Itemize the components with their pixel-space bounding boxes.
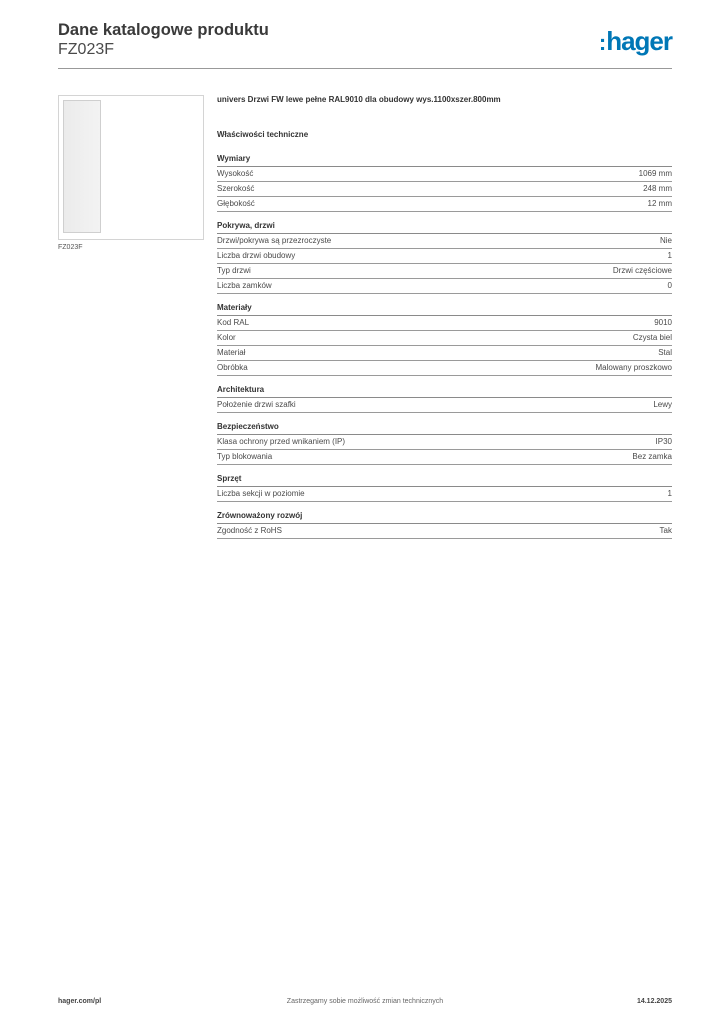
page-title: Dane katalogowe produktu xyxy=(58,21,269,39)
property-label: Liczba drzwi obudowy xyxy=(217,251,296,260)
property-value: 9010 xyxy=(654,318,672,327)
logo-mark-icon: : xyxy=(598,30,606,55)
group-title: Architektura xyxy=(217,385,672,398)
property-label: Liczba zamków xyxy=(217,281,272,290)
property-value: IP30 xyxy=(655,437,672,446)
property-value: 248 mm xyxy=(643,184,672,193)
property-value: Drzwi częściowe xyxy=(612,266,672,275)
property-group xyxy=(217,511,672,539)
group-title: Pokrywa, drzwi xyxy=(217,221,672,234)
footer-date: 14.12.2025 xyxy=(636,998,672,1005)
property-group xyxy=(217,303,672,376)
property-row xyxy=(217,249,672,264)
hager-logo: :hager xyxy=(598,26,672,56)
property-groups xyxy=(217,154,672,539)
property-label: Liczba sekcji w poziomie xyxy=(217,489,305,498)
property-label: Kolor xyxy=(217,333,236,342)
property-label: Typ drzwi xyxy=(217,266,251,275)
property-label: Zgodność z RoHS xyxy=(217,526,282,535)
footer-website: hager.com/pl xyxy=(58,998,102,1005)
property-row xyxy=(217,331,672,346)
property-row xyxy=(217,167,672,182)
property-group xyxy=(217,385,672,413)
property-row xyxy=(217,361,672,376)
property-row xyxy=(217,487,672,502)
property-label: Kod RAL xyxy=(217,318,250,327)
product-description: univers Drzwi FW lewe pełne RAL9010 dla obudowy wys.1100xszer.800mm xyxy=(217,95,501,104)
property-value: 1069 mm xyxy=(638,169,672,178)
property-label: Wysokość xyxy=(217,169,254,178)
property-row xyxy=(217,346,672,361)
property-row xyxy=(217,435,672,450)
property-row xyxy=(217,197,672,212)
property-row xyxy=(217,524,672,539)
property-value: Lewy xyxy=(653,400,672,409)
property-value: Tak xyxy=(659,526,672,535)
property-row xyxy=(217,264,672,279)
property-row xyxy=(217,316,672,331)
property-value: Stal xyxy=(658,348,672,357)
property-label: Głębokość xyxy=(217,199,255,208)
property-row xyxy=(217,182,672,197)
property-value: 12 mm xyxy=(647,199,672,208)
property-group xyxy=(217,221,672,294)
group-title: Zrównoważony rozwój xyxy=(217,511,672,524)
property-label: Obróbka xyxy=(217,363,248,372)
property-row xyxy=(217,279,672,294)
group-title: Wymiary xyxy=(217,154,672,167)
group-title: Bezpieczeństwo xyxy=(217,422,672,435)
property-group xyxy=(217,154,672,212)
property-label: Klasa ochrony przed wnikaniem (IP) xyxy=(217,437,346,446)
property-label: Typ blokowania xyxy=(217,452,273,461)
footer-notice: Zastrzegamy sobie możliwość zmian technicznych xyxy=(286,998,444,1005)
property-label: Szerokość xyxy=(217,184,255,193)
property-value: Nie xyxy=(659,236,672,245)
product-code: FZ023F xyxy=(58,41,115,58)
door-panel-illustration xyxy=(63,100,101,233)
property-label: Położenie drzwi szafki xyxy=(217,400,296,409)
header-divider xyxy=(58,68,672,69)
property-value: 1 xyxy=(667,489,672,498)
property-value: 1 xyxy=(667,251,672,260)
property-label: Drzwi/pokrywa są przezroczyste xyxy=(217,236,332,245)
property-value: Bez zamka xyxy=(632,452,672,461)
property-value: 0 xyxy=(667,281,672,290)
property-group xyxy=(217,422,672,465)
page-header xyxy=(58,20,672,60)
property-label: Materiał xyxy=(217,348,246,357)
product-image xyxy=(58,95,204,240)
property-row xyxy=(217,398,672,413)
group-title: Sprzęt xyxy=(217,474,672,487)
property-row xyxy=(217,450,672,465)
image-caption: FZ023F xyxy=(58,244,83,251)
group-title: Materiały xyxy=(217,303,672,316)
product-details xyxy=(217,95,672,548)
technical-properties-heading: Właściwości techniczne xyxy=(217,130,309,139)
property-row xyxy=(217,234,672,249)
property-group xyxy=(217,474,672,502)
property-value: Malowany proszkowo xyxy=(595,363,672,372)
property-value: Czysta biel xyxy=(632,333,672,342)
